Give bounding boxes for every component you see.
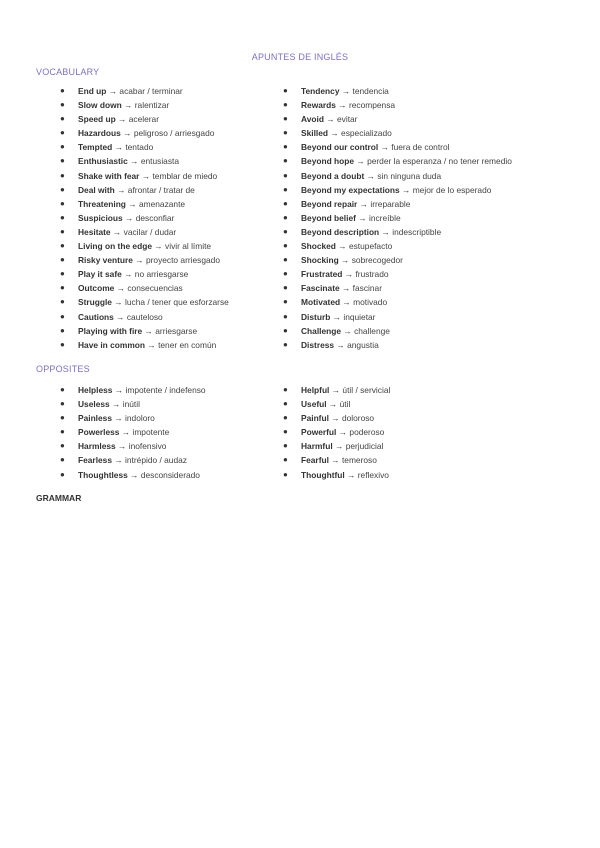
term: Tempted [78, 142, 113, 153]
translation: perder la esperanza / no tener remedio [367, 156, 512, 167]
document-title: APUNTES DE INGLÉS [251, 52, 349, 62]
arrow-icon: → [145, 339, 159, 350]
translation: tener en común [158, 339, 217, 350]
term: Harmless [78, 441, 116, 452]
arrow-icon: → [132, 255, 146, 266]
list-item [60, 140, 229, 154]
arrow-icon: → [113, 311, 127, 322]
term: Outcome [78, 283, 115, 294]
list-item [283, 397, 390, 411]
list-item [283, 183, 512, 197]
term: End up [78, 86, 107, 96]
translation: consecuencias [127, 283, 183, 294]
term: Thoughtful [301, 469, 345, 480]
list-item [60, 126, 229, 140]
translation: impotente / indefenso [125, 385, 206, 395]
arrow-icon: → [127, 469, 141, 480]
list-item [283, 84, 512, 98]
arrow-icon: → [335, 241, 349, 252]
arrow-icon: → [339, 283, 353, 294]
translation: amenazante [138, 198, 186, 209]
bullet-icon: ● [60, 170, 65, 180]
bullet-icon: ● [283, 142, 288, 152]
term: Playing with fire [78, 325, 143, 336]
translation: evitar [336, 114, 358, 125]
translation: mejor de lo esperado [412, 184, 492, 195]
term: Powerless [78, 427, 120, 438]
bullet-icon: ● [60, 427, 65, 437]
arrow-icon: → [109, 399, 123, 410]
list-item [283, 439, 390, 453]
translation: frustrado [355, 269, 389, 280]
term: Speed up [78, 114, 116, 125]
arrow-icon: → [338, 255, 352, 266]
translation: inofensivo [128, 441, 167, 452]
list-item [283, 324, 512, 338]
list-item [283, 112, 512, 126]
translation: intrépido / audaz [125, 455, 187, 466]
translation: angustia [347, 339, 379, 350]
term: Distress [301, 339, 335, 350]
list-item [60, 468, 206, 482]
list-item [60, 383, 206, 397]
list-item [60, 338, 229, 352]
grammar-heading: GRAMMAR [36, 493, 82, 503]
bullet-icon: ● [283, 241, 288, 251]
term: Beyond hope [301, 156, 355, 167]
arrow-icon: → [379, 226, 393, 237]
term: Shocked [301, 241, 336, 252]
translation: no arriesgarse [134, 269, 189, 280]
list-item [283, 411, 390, 425]
arrow-icon: → [328, 455, 342, 466]
term: Beyond my expectations [301, 184, 400, 195]
translation: afrontar / tratar de [127, 184, 195, 195]
list-item [60, 112, 229, 126]
bullet-icon: ● [283, 184, 288, 194]
term: Beyond our control [301, 142, 379, 153]
translation: challenge [354, 325, 390, 336]
translation: desconsiderado [140, 469, 200, 480]
arrow-icon: → [336, 427, 350, 438]
term: Enthusiastic [78, 156, 128, 167]
bullet-icon: ● [283, 226, 288, 236]
term: Harmful [301, 441, 333, 452]
bullet-icon: ● [60, 100, 65, 110]
term: Beyond belief [301, 212, 356, 223]
list-item [60, 98, 229, 112]
translation: reflexivo [357, 469, 389, 480]
translation: especializado [341, 128, 392, 139]
list-item [283, 197, 512, 211]
translation: fascinar [352, 283, 382, 294]
translation: indoloro [125, 413, 155, 424]
arrow-icon: → [112, 142, 126, 153]
arrow-icon: → [106, 86, 120, 96]
arrow-icon: → [342, 269, 356, 280]
bullet-icon: ● [283, 311, 288, 321]
bullet-icon: ● [60, 86, 65, 95]
arrow-icon: → [122, 212, 136, 223]
term: Disturb [301, 311, 331, 322]
term: Motivated [301, 297, 341, 308]
term: Shake with fear [78, 170, 140, 181]
arrow-icon: → [323, 114, 337, 125]
list-item [283, 468, 390, 482]
list-item [60, 267, 229, 281]
bullet-icon: ● [283, 297, 288, 307]
translation: temblar de miedo [152, 170, 218, 181]
translation: inquietar [343, 311, 376, 322]
translation: increíble [368, 212, 401, 223]
bullet-icon: ● [60, 413, 65, 423]
list-item [60, 281, 229, 295]
arrow-icon: → [120, 128, 134, 139]
arrow-icon: → [339, 86, 353, 96]
list-item [60, 253, 229, 267]
term: Deal with [78, 184, 115, 195]
list-item [60, 453, 206, 467]
translation: impotente [132, 427, 170, 438]
term: Avoid [301, 114, 324, 125]
arrow-icon: → [341, 325, 355, 336]
opposites-list-right [283, 383, 390, 482]
list-item [283, 225, 512, 239]
translation: acabar / terminar [119, 86, 183, 96]
bullet-icon: ● [283, 399, 288, 409]
arrow-icon: → [399, 184, 413, 195]
term: Fascinate [301, 283, 340, 294]
arrow-icon: → [335, 100, 349, 111]
list-item [283, 383, 390, 397]
bullet-icon: ● [283, 325, 288, 335]
opposites-list-left [60, 383, 206, 482]
arrow-icon: → [119, 427, 133, 438]
bullet-icon: ● [283, 128, 288, 138]
arrow-icon: → [378, 142, 392, 153]
bullet-icon: ● [60, 325, 65, 335]
bullet-icon: ● [60, 399, 65, 409]
list-item [283, 310, 512, 324]
bullet-icon: ● [283, 255, 288, 265]
list-item [283, 338, 512, 352]
bullet-icon: ● [283, 114, 288, 124]
translation: sobrecogedor [351, 255, 403, 266]
list-item [283, 295, 512, 309]
term: Hesitate [78, 226, 111, 237]
arrow-icon: → [330, 311, 344, 322]
list-item [283, 211, 512, 225]
term: Tendency [301, 86, 340, 96]
bullet-icon: ● [283, 170, 288, 180]
bullet-icon: ● [60, 184, 65, 194]
bullet-icon: ● [60, 385, 65, 394]
arrow-icon: → [127, 156, 141, 167]
term: Rewards [301, 100, 336, 111]
list-item [60, 197, 229, 211]
translation: acelerar [128, 114, 159, 125]
translation: útil [339, 399, 351, 410]
bullet-icon: ● [283, 455, 288, 465]
list-item [60, 310, 229, 324]
arrow-icon: → [328, 128, 342, 139]
term: Beyond description [301, 226, 380, 237]
bullet-icon: ● [283, 156, 288, 166]
term: Cautions [78, 311, 114, 322]
arrow-icon: → [112, 455, 126, 466]
translation: motivado [353, 297, 388, 308]
bullet-icon: ● [60, 212, 65, 222]
bullet-icon: ● [60, 226, 65, 236]
arrow-icon: → [114, 283, 128, 294]
list-item [283, 140, 512, 154]
term: Fearful [301, 455, 329, 466]
bullet-icon: ● [283, 100, 288, 110]
term: Struggle [78, 297, 112, 308]
list-item [283, 154, 512, 168]
bullet-icon: ● [60, 269, 65, 279]
arrow-icon: → [112, 413, 126, 424]
arrow-icon: → [329, 385, 343, 395]
list-item [60, 397, 206, 411]
arrow-icon: → [332, 441, 346, 452]
bullet-icon: ● [283, 269, 288, 279]
translation: útil / servicial [342, 385, 391, 395]
term: Suspicious [78, 212, 123, 223]
term: Fearless [78, 455, 112, 466]
arrow-icon: → [334, 339, 348, 350]
bullet-icon: ● [283, 86, 288, 95]
list-item [60, 425, 206, 439]
translation: doloroso [341, 413, 375, 424]
arrow-icon: → [340, 297, 354, 308]
term: Challenge [301, 325, 342, 336]
bullet-icon: ● [60, 241, 65, 251]
list-item [283, 453, 390, 467]
translation: proyecto arriesgado [145, 255, 220, 266]
translation: inútil [122, 399, 140, 410]
bullet-icon: ● [60, 455, 65, 465]
bullet-icon: ● [283, 212, 288, 222]
term: Painful [301, 413, 329, 424]
translation: arriesgarse [155, 325, 198, 336]
translation: desconfiar [135, 212, 175, 223]
term: Threatening [78, 198, 126, 209]
bullet-icon: ● [60, 311, 65, 321]
bullet-icon: ● [283, 441, 288, 451]
translation: vacilar / dudar [123, 226, 177, 237]
list-item [60, 154, 229, 168]
translation: indescriptible [392, 226, 442, 237]
translation: lucha / tener que esforzarse [125, 297, 229, 308]
bullet-icon: ● [60, 142, 65, 152]
bullet-icon: ● [60, 198, 65, 208]
term: Shocking [301, 255, 339, 266]
arrow-icon: → [328, 413, 342, 424]
bullet-icon: ● [60, 114, 65, 124]
list-item [60, 211, 229, 225]
term: Beyond repair [301, 198, 358, 209]
arrow-icon: → [121, 100, 135, 111]
arrow-icon: → [112, 385, 126, 395]
bullet-icon: ● [283, 198, 288, 208]
term: Powerful [301, 427, 337, 438]
arrow-icon: → [151, 241, 166, 252]
arrow-icon: → [354, 156, 368, 167]
bullet-icon: ● [283, 469, 288, 479]
term: Play it safe [78, 269, 122, 280]
bullet-icon: ● [283, 283, 288, 293]
list-item [60, 295, 229, 309]
translation: irreparable [370, 198, 411, 209]
vocabulary-heading: VOCABULARY [36, 67, 100, 77]
arrow-icon: → [115, 114, 129, 125]
bullet-icon: ● [60, 128, 65, 138]
term: Useless [78, 399, 110, 410]
bullet-icon: ● [283, 427, 288, 437]
arrow-icon: → [364, 170, 378, 181]
list-item [60, 225, 229, 239]
bullet-icon: ● [60, 255, 65, 265]
list-item [283, 169, 512, 183]
list-item [60, 411, 206, 425]
term: Slow down [78, 100, 122, 111]
list-item [60, 84, 229, 98]
term: Helpless [78, 385, 113, 395]
arrow-icon: → [357, 198, 371, 209]
arrow-icon: → [114, 184, 128, 195]
list-item [60, 239, 229, 253]
translation: entusiasta [140, 156, 180, 167]
translation: sin ninguna duda [377, 170, 442, 181]
list-item [60, 169, 229, 183]
bullet-icon: ● [60, 156, 65, 166]
bullet-icon: ● [283, 339, 288, 349]
list-item [60, 439, 206, 453]
list-item [283, 239, 512, 253]
translation: perjudicial [345, 441, 384, 452]
bullet-icon: ● [60, 297, 65, 307]
vocabulary-list-left [60, 84, 229, 352]
term: Helpful [301, 385, 330, 395]
bullet-icon: ● [60, 339, 65, 349]
arrow-icon: → [326, 399, 340, 410]
arrow-icon: → [344, 469, 358, 480]
opposites-heading: OPPOSITES [36, 364, 90, 374]
list-item [283, 253, 512, 267]
arrow-icon: → [142, 325, 156, 336]
term: Hazardous [78, 128, 121, 139]
term: Risky venture [78, 255, 133, 266]
term: Useful [301, 399, 327, 410]
translation: recompensa [348, 100, 396, 111]
translation: estupefacto [348, 241, 393, 252]
translation: vivir al límite [165, 241, 212, 252]
list-item [283, 126, 512, 140]
term: Have in common [78, 339, 146, 350]
arrow-icon: → [111, 297, 125, 308]
term: Frustrated [301, 269, 343, 280]
arrow-icon: → [115, 441, 129, 452]
arrow-icon: → [121, 269, 135, 280]
translation: cauteloso [126, 311, 163, 322]
arrow-icon: → [125, 198, 139, 209]
translation: temeroso [341, 455, 377, 466]
term: Thoughtless [78, 469, 128, 480]
bullet-icon: ● [283, 385, 288, 394]
term: Beyond a doubt [301, 170, 365, 181]
arrow-icon: → [139, 170, 153, 181]
list-item [60, 324, 229, 338]
vocabulary-list-right [283, 84, 512, 352]
list-item [283, 98, 512, 112]
translation: fuera de control [391, 142, 450, 153]
translation: tentado [125, 142, 154, 153]
translation: peligroso / arriesgado [133, 128, 215, 139]
term: Living on the edge [78, 241, 152, 252]
list-item [283, 281, 512, 295]
translation: tendencia [352, 86, 389, 96]
arrow-icon: → [355, 212, 369, 223]
bullet-icon: ● [283, 413, 288, 423]
term: Skilled [301, 128, 328, 139]
list-item [283, 425, 390, 439]
translation: poderoso [349, 427, 385, 438]
list-item [283, 267, 512, 281]
bullet-icon: ● [60, 441, 65, 451]
bullet-icon: ● [60, 283, 65, 293]
bullet-icon: ● [60, 469, 65, 479]
list-item [60, 183, 229, 197]
arrow-icon: → [110, 226, 124, 237]
translation: ralentizar [134, 100, 170, 111]
term: Painless [78, 413, 112, 424]
